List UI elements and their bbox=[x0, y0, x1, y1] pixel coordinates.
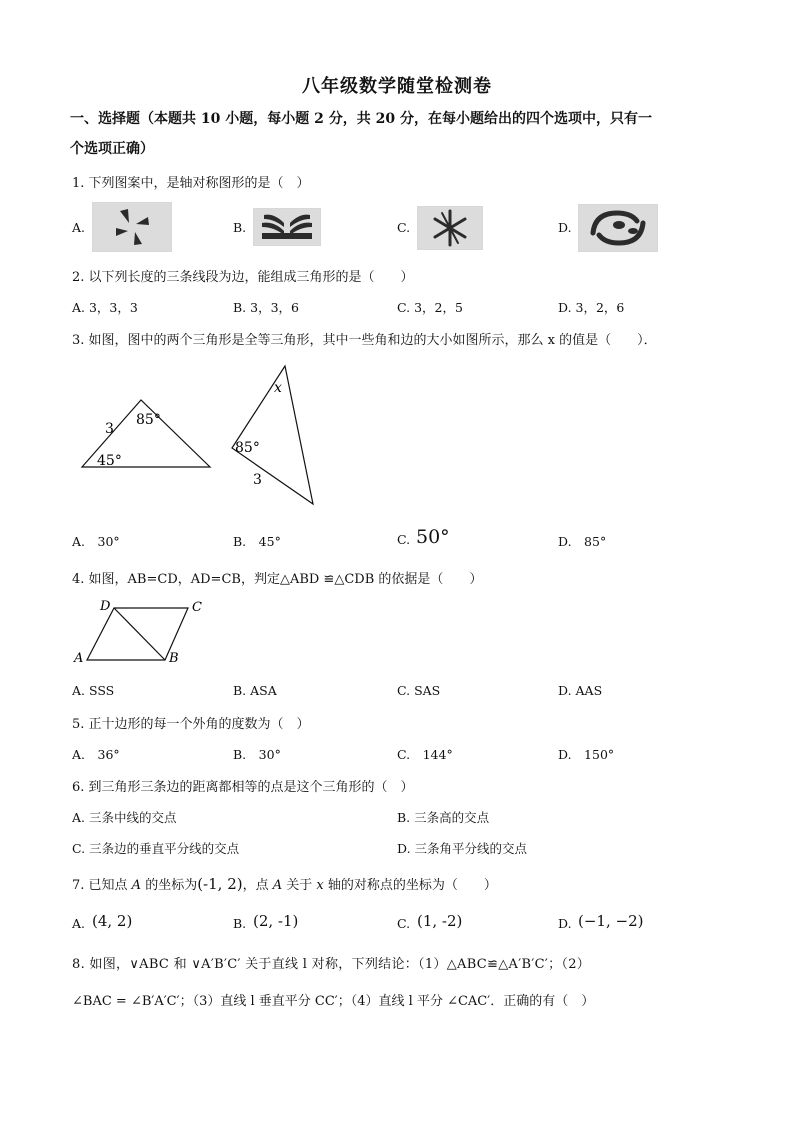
q1-option-d-image bbox=[578, 204, 658, 252]
q7-option-d-value: (−1, −2) bbox=[578, 912, 644, 930]
q7-stem-part-e: 轴的对称点的坐标为（ ） bbox=[323, 878, 497, 893]
q2-option-a: A. 3，3，3 bbox=[72, 300, 138, 315]
q7-stem-part-a: 7. 已知点 bbox=[72, 878, 132, 893]
q6-option-d: D. 三条角平分线的交点 bbox=[397, 841, 528, 856]
q3-option-c-label: C. bbox=[397, 532, 411, 547]
q2-option-b: B. 3，3，6 bbox=[233, 300, 299, 315]
q4-option-c: C. SAS bbox=[397, 683, 441, 698]
q1-option-c-image bbox=[417, 206, 483, 250]
q3-t1-top-angle: 85° bbox=[136, 412, 161, 428]
q2-option-c: C. 3，2，5 bbox=[397, 300, 463, 315]
q1-option-b-label: B. bbox=[233, 220, 247, 235]
q3-figure bbox=[72, 360, 332, 510]
q7-option-b-label: B. bbox=[233, 916, 247, 931]
q7-x-axis: x bbox=[316, 878, 324, 893]
page-title: 八年级数学随堂检测卷 bbox=[302, 76, 492, 97]
q1-option-c-label: C. bbox=[397, 220, 411, 235]
question-6-stem: 6. 到三角形三条边的距离都相等的点是这个三角形的（ ） bbox=[72, 780, 414, 795]
q4-figure bbox=[72, 596, 222, 668]
q7-option-b-value: (2, -1) bbox=[253, 912, 299, 930]
q7-stem-part-d: 关于 bbox=[282, 878, 317, 893]
q3-option-b: B. 45° bbox=[233, 534, 281, 549]
q4-option-b: B. ASA bbox=[233, 683, 277, 698]
q3-t1-left-angle: 45° bbox=[97, 453, 122, 469]
q3-option-d: D. 85° bbox=[558, 534, 607, 549]
q1-option-b-image bbox=[253, 208, 321, 246]
q4-label-c: C bbox=[192, 600, 202, 615]
q3-t1-side-label: 3 bbox=[105, 421, 114, 437]
q4-option-a: A. SSS bbox=[72, 683, 115, 698]
q7-option-c-label: C. bbox=[397, 916, 411, 931]
q7-option-a-label: A. bbox=[72, 916, 86, 931]
q4-label-d: D bbox=[100, 599, 111, 614]
q5-option-a: A. 36° bbox=[72, 747, 120, 762]
q7-point-a-2: A bbox=[272, 878, 283, 893]
q4-option-d: D. AAS bbox=[558, 683, 603, 698]
q7-option-d-label: D. bbox=[558, 916, 572, 931]
question-8-line2: ∠BAC = ∠B′A′C′；（3）直线 l 垂直平分 CC′；（4）直线 l 平分 ∠CAC′．正确的有（ ） bbox=[72, 994, 595, 1009]
q4-diagonal-bd bbox=[114, 608, 165, 660]
q5-option-c: C. 144° bbox=[397, 747, 453, 762]
q7-stem-part-b: 的坐标为 bbox=[141, 878, 198, 893]
question-2-stem: 2. 以下列长度的三条线段为边，能组成三角形的是（ ） bbox=[72, 270, 414, 285]
q3-option-c-value: 50° bbox=[416, 526, 450, 548]
question-1-stem: 1. 下列图案中，是轴对称图形的是（ ） bbox=[72, 176, 310, 191]
question-5-stem: 5. 正十边形的每一个外角的度数为（ ） bbox=[72, 717, 310, 732]
q3-option-a: A. 30° bbox=[72, 534, 120, 549]
q1-option-a-image bbox=[92, 202, 172, 252]
q4-label-a: A bbox=[74, 651, 84, 666]
q5-option-b: B. 30° bbox=[233, 747, 281, 762]
section-heading-line2: 个选项正确） bbox=[70, 141, 154, 157]
q7-coordinate: (-1, 2) bbox=[197, 875, 243, 893]
q7-stem-part-c: ，点 bbox=[242, 878, 273, 893]
question-8-line1: 8. 如图，∨ABC 和 ∨A′B′C′ 关于直线 l 对称，下列结论：（1）△ABC≌△A′B′C′；（2） bbox=[72, 957, 591, 972]
q7-option-c-value: (1, -2) bbox=[417, 912, 463, 930]
section-heading-line1: 一、选择题（本题共 10 小题，每小题 2 分，共 20 分，在每小题给出的四个选项中，只有一 bbox=[70, 111, 652, 127]
q3-triangle-right bbox=[232, 366, 313, 504]
q3-t2-angle: 85° bbox=[235, 440, 260, 456]
q1-option-a-label: A. bbox=[72, 220, 86, 235]
question-3-stem: 3. 如图，图中的两个三角形是全等三角形，其中一些角和边的大小如图所示，那么 x 的值是（ ）． bbox=[72, 333, 657, 348]
q4-label-b: B bbox=[169, 651, 179, 666]
question-4-stem: 4. 如图，AB=CD，AD=CB，判定△ABD ≌△CDB 的依据是（ ） bbox=[72, 572, 483, 587]
q5-option-d: D. 150° bbox=[558, 747, 615, 762]
q3-t2-side-label: 3 bbox=[253, 472, 262, 488]
q7-point-a: A bbox=[131, 878, 142, 893]
q3-t2-top-label: x bbox=[274, 380, 282, 396]
question-7-stem bbox=[72, 874, 497, 893]
q6-option-b: B. 三条高的交点 bbox=[397, 810, 490, 825]
q2-option-d: D. 3，2，6 bbox=[558, 300, 625, 315]
q1-option-d-label: D. bbox=[558, 220, 572, 235]
q6-option-a: A. 三条中线的交点 bbox=[72, 810, 177, 825]
q7-option-a-value: (4, 2) bbox=[92, 912, 133, 930]
q6-option-c: C. 三条边的垂直平分线的交点 bbox=[72, 841, 240, 856]
